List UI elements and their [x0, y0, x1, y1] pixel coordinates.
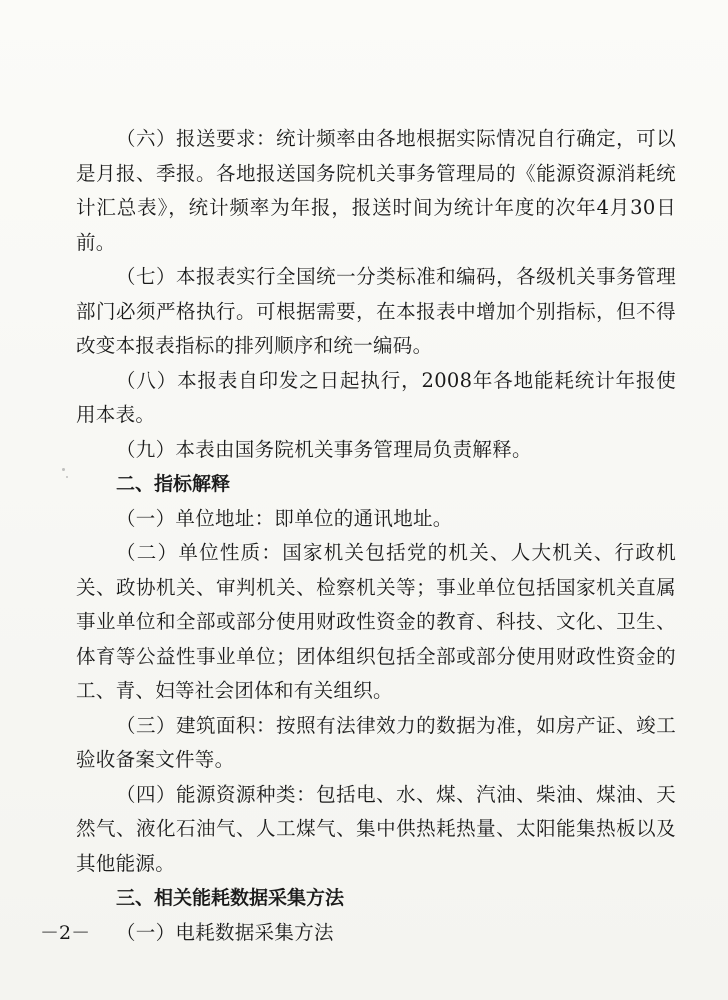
- section-heading-data-collection: 三、相关能耗数据采集方法: [116, 887, 345, 909]
- scan-speck: [62, 468, 65, 471]
- paragraph-energy-types: （四）能源资源种类：包括电、水、煤、汽油、柴油、煤油、天然气、液化石油气、人工煤气、集中供热耗热量、太阳能集热板以及其他能源。: [76, 782, 676, 875]
- paragraph-unit-address: （一）单位地址：即单位的通讯地址。: [116, 506, 453, 530]
- paragraph-classification-standard: （七）本报表实行全国统一分类标准和编码，各级机关事务管理部门必须严格执行。可根据需要，在本报表中增加个别指标，但不得改变本报表指标的排列顺序和统一编码。: [76, 265, 676, 357]
- scan-speck: [66, 476, 68, 478]
- paragraph-effective-date: （八）本报表自印发之日起执行，2008年各地能耗统计年报使用本表。: [76, 368, 676, 426]
- document-body: [76, 122, 676, 950]
- section-heading-indicator-explanation: 二、指标解释: [116, 473, 231, 495]
- paragraph-building-area: （三）建筑面积：按照有法律效力的数据为准，如房产证、竣工验收备案文件等。: [76, 713, 676, 771]
- paragraph-unit-nature: （二）单位性质：国家机关包括党的机关、人大机关、行政机关、政协机关、审判机关、检察机关等；事业单位包括国家机关直属事业单位和全部或部分使用财政性资金的教育、科技、文化、卫生、体育等公益性事业单位；团体组织包括全部或部分使用财政性资金的工、青、妇等社会团体和有关组织。: [76, 541, 676, 702]
- paragraph-interpretation: （九）本表由国务院机关事务管理局负责解释。: [116, 437, 532, 461]
- paragraph-reporting-requirements: （六）报送要求：统计频率由各地根据实际情况自行确定，可以是月报、季报。各地报送国务院机关事务管理局的《能源资源消耗统计汇总表》，统计频率为年报，报送时间为统计年度的次年4月30日前。: [76, 127, 676, 254]
- paragraph-electricity-collection: （一）电耗数据采集方法: [116, 920, 334, 944]
- page-number: －2－: [40, 922, 91, 944]
